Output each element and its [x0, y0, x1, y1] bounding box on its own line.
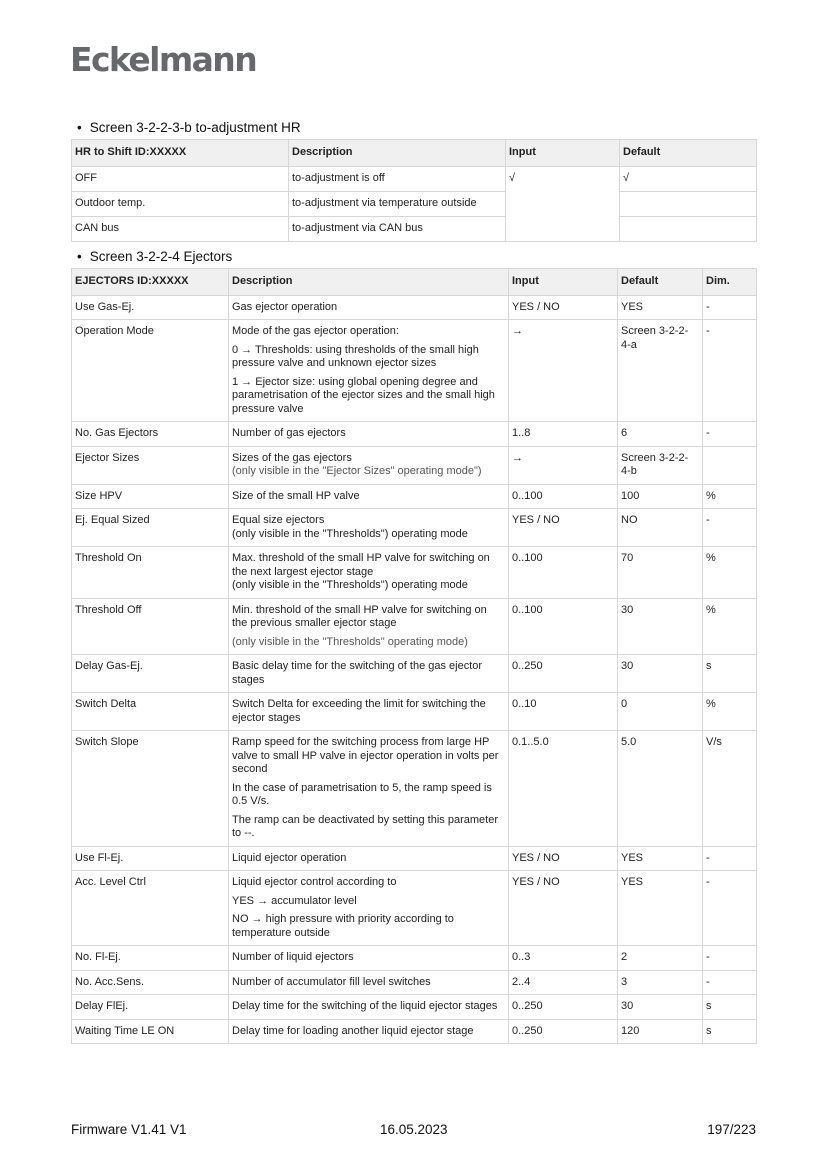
- param-dim: %: [703, 484, 757, 509]
- param-input: 0..250: [509, 1019, 618, 1044]
- to-adjustment-table: [71, 139, 757, 242]
- param-input: 0..100: [509, 547, 618, 599]
- table-row: [72, 484, 757, 509]
- param-desc: to-adjustment via temperature outside: [289, 191, 506, 216]
- param-desc: [229, 846, 509, 871]
- param-desc-line: Liquid ejector control according to: [232, 876, 397, 888]
- section-title-ejectors: [77, 249, 232, 264]
- table-row: [72, 166, 757, 191]
- table-row: [72, 422, 757, 447]
- param-default: [620, 191, 757, 216]
- param-desc: [229, 731, 509, 847]
- param-name: Delay FlEj.: [72, 995, 229, 1020]
- param-default: 70: [618, 547, 703, 599]
- param-desc-line: (only visible in the "Thresholds" operating mode): [232, 635, 468, 648]
- table-header-row: [72, 269, 757, 296]
- param-input: 0..250: [509, 995, 618, 1020]
- param-name: Acc. Level Ctrl: [72, 871, 229, 946]
- param-desc-line: Mode of the gas ejector operation:: [232, 325, 399, 337]
- footer-date: 16.05.2023: [380, 1122, 448, 1137]
- param-input: YES / NO: [509, 295, 618, 320]
- param-input: 0..3: [509, 946, 618, 971]
- param-name: Size HPV: [72, 484, 229, 509]
- param-dim: -: [703, 946, 757, 971]
- column-header: Default: [620, 140, 757, 167]
- param-input: YES / NO: [509, 846, 618, 871]
- param-desc: [229, 871, 509, 946]
- param-input: √: [506, 166, 620, 241]
- bullet-icon: •: [77, 120, 82, 135]
- param-input: 2..4: [509, 970, 618, 995]
- param-default: 3: [618, 970, 703, 995]
- table-row: [72, 320, 757, 422]
- table-row: [72, 547, 757, 599]
- section-title-text: Screen 3-2-2-3-b to-adjustment HR: [89, 120, 301, 135]
- param-desc-line: 0 → Thresholds: using thresholds of the small high pressure valve and unknown ejector sizes: [232, 343, 479, 369]
- table-row: [72, 946, 757, 971]
- table-row: [72, 871, 757, 946]
- table-row: [72, 446, 757, 484]
- param-desc: to-adjustment via CAN bus: [289, 216, 506, 241]
- param-desc-line: Number of liquid ejectors: [232, 951, 354, 963]
- param-desc: [229, 970, 509, 995]
- table-row: [72, 191, 757, 216]
- param-desc: [229, 295, 509, 320]
- param-input: YES / NO: [509, 509, 618, 547]
- param-dim: s: [703, 995, 757, 1020]
- param-desc-line: Equal size ejectors: [232, 514, 325, 526]
- param-desc-line: NO → high pressure with priority according to temperature outside: [232, 913, 454, 939]
- column-header: Input: [509, 269, 618, 296]
- table-row: [72, 295, 757, 320]
- param-default: 100: [618, 484, 703, 509]
- param-dim: V/s: [703, 731, 757, 847]
- param-name: Ejector Sizes: [72, 446, 229, 484]
- table-row: [72, 655, 757, 693]
- param-name: CAN bus: [72, 216, 289, 241]
- param-name: Threshold On: [72, 547, 229, 599]
- param-default: 30: [618, 655, 703, 693]
- column-header: Description: [229, 269, 509, 296]
- param-desc-line: The ramp can be deactivated by setting this parameter to --.: [232, 813, 498, 839]
- param-dim: -: [703, 970, 757, 995]
- param-name: Waiting Time LE ON: [72, 1019, 229, 1044]
- param-desc-line: Number of gas ejectors: [232, 427, 346, 439]
- table-row: [72, 693, 757, 731]
- param-default: YES: [618, 871, 703, 946]
- company-logo: Eckelmann: [70, 40, 257, 79]
- param-desc-line: Delay time for loading another liquid ejector stage: [232, 1024, 474, 1037]
- section-title-text: Screen 3-2-2-4 Ejectors: [89, 249, 233, 264]
- param-dim: -: [703, 509, 757, 547]
- param-desc: [229, 509, 509, 547]
- param-input: YES / NO: [509, 871, 618, 946]
- param-desc: [229, 446, 509, 484]
- footer-firmware: Firmware V1.41 V1: [71, 1122, 187, 1137]
- param-desc: [229, 547, 509, 599]
- ejectors-table: [71, 268, 757, 1044]
- param-desc-line: Sizes of the gas ejectors: [232, 451, 352, 464]
- param-input: 0.1..5.0: [509, 731, 618, 847]
- table-row: [72, 509, 757, 547]
- param-input: →: [509, 320, 618, 422]
- param-desc: [229, 655, 509, 693]
- param-input: 0..10: [509, 693, 618, 731]
- table-header-row: [72, 140, 757, 167]
- param-name: Operation Mode: [72, 320, 229, 422]
- param-desc-line: Delay time for the switching of the liquid ejector stages: [232, 1000, 498, 1012]
- param-default: 30: [618, 598, 703, 655]
- table-row: [72, 995, 757, 1020]
- param-desc-line: Number of accumulator fill level switches: [232, 975, 431, 988]
- param-input: 1..8: [509, 422, 618, 447]
- param-input: 0..100: [509, 598, 618, 655]
- footer-page-number: 197/223: [707, 1122, 756, 1137]
- param-desc-line: (only visible in the "Thresholds") operating mode: [232, 579, 468, 591]
- param-desc-line: Ramp speed for the switching process from large HP valve to small HP valve in ejector operation in volts per second: [232, 736, 499, 775]
- section-title-to-adjustment: [77, 120, 301, 135]
- param-desc: [229, 693, 509, 731]
- column-header: Input: [506, 140, 620, 167]
- table-row: [72, 731, 757, 847]
- column-header: Description: [289, 140, 506, 167]
- param-desc-line: Size of the small HP valve: [232, 489, 360, 502]
- param-desc: [229, 320, 509, 422]
- param-dim: -: [703, 846, 757, 871]
- param-default: YES: [618, 295, 703, 320]
- column-header: Dim.: [703, 269, 757, 296]
- param-desc: [229, 484, 509, 509]
- param-dim: %: [703, 693, 757, 731]
- param-desc: [229, 422, 509, 447]
- param-desc-line: Basic delay time for the switching of the gas ejector stages: [232, 660, 483, 686]
- param-default: 6: [618, 422, 703, 447]
- param-dim: -: [703, 871, 757, 946]
- param-desc: [229, 946, 509, 971]
- param-name: Delay Gas-Ej.: [72, 655, 229, 693]
- param-desc-line: YES → accumulator level: [232, 894, 357, 907]
- param-name: Use Gas-Ej.: [72, 295, 229, 320]
- param-name: OFF: [72, 166, 289, 191]
- param-dim: -: [703, 422, 757, 447]
- table-row: [72, 216, 757, 241]
- param-name: Switch Delta: [72, 693, 229, 731]
- table-row: [72, 598, 757, 655]
- param-dim: s: [703, 1019, 757, 1044]
- param-desc-line: (only visible in the "Thresholds") operating mode: [232, 527, 468, 540]
- param-desc-line: Max. threshold of the small HP valve for switching on the next largest ejector stage: [232, 552, 490, 578]
- param-desc: to-adjustment is off: [289, 166, 506, 191]
- param-desc-line: (only visible in the "Ejector Sizes" operating mode"): [232, 465, 482, 477]
- param-default: 30: [618, 995, 703, 1020]
- param-desc-line: Switch Delta for exceeding the limit for switching the ejector stages: [232, 698, 486, 724]
- param-default: 0: [618, 693, 703, 731]
- param-desc-line: Liquid ejector operation: [232, 851, 347, 864]
- param-name: Switch Slope: [72, 731, 229, 847]
- param-name: Use Fl-Ej.: [72, 846, 229, 871]
- param-dim: -: [703, 320, 757, 422]
- param-name: No. Fl-Ej.: [72, 946, 229, 971]
- param-name: No. Acc.Sens.: [72, 970, 229, 995]
- param-default: √: [620, 166, 757, 191]
- param-input: 0..100: [509, 484, 618, 509]
- param-name: Threshold Off: [72, 598, 229, 655]
- column-header: Default: [618, 269, 703, 296]
- param-desc-line: Min. threshold of the small HP valve for switching on the previous smaller ejector stage: [232, 603, 487, 629]
- param-dim: -: [703, 295, 757, 320]
- table-row: [72, 846, 757, 871]
- column-header: HR to Shift ID:XXXXX: [72, 140, 289, 167]
- column-header: EJECTORS ID:XXXXX: [72, 269, 229, 296]
- param-name: Ej. Equal Sized: [72, 509, 229, 547]
- param-dim: %: [703, 547, 757, 599]
- param-default: 2: [618, 946, 703, 971]
- table-row: [72, 970, 757, 995]
- param-default: YES: [618, 846, 703, 871]
- table-row: [72, 1019, 757, 1044]
- param-name: Outdoor temp.: [72, 191, 289, 216]
- param-default: NO: [618, 509, 703, 547]
- param-default: [620, 216, 757, 241]
- param-desc: [229, 1019, 509, 1044]
- param-desc: [229, 598, 509, 655]
- param-dim: s: [703, 655, 757, 693]
- param-desc: [229, 995, 509, 1020]
- param-desc-line: In the case of parametrisation to 5, the ramp speed is 0.5 V/s.: [232, 781, 492, 807]
- param-dim: [703, 446, 757, 484]
- bullet-icon: •: [77, 249, 82, 264]
- param-input: 0..250: [509, 655, 618, 693]
- param-desc-line: 1 → Ejector size: using global opening degree and parametrisation of the ejector sizes and the small high pressure valve: [232, 375, 495, 415]
- param-default: Screen 3-2-2-4-b: [618, 446, 703, 484]
- param-default: 120: [618, 1019, 703, 1044]
- param-name: No. Gas Ejectors: [72, 422, 229, 447]
- param-default: 5.0: [618, 731, 703, 847]
- param-desc-line: Gas ejector operation: [232, 300, 338, 313]
- param-input: →: [509, 446, 618, 484]
- param-dim: %: [703, 598, 757, 655]
- param-default: Screen 3-2-2-4-a: [618, 320, 703, 422]
